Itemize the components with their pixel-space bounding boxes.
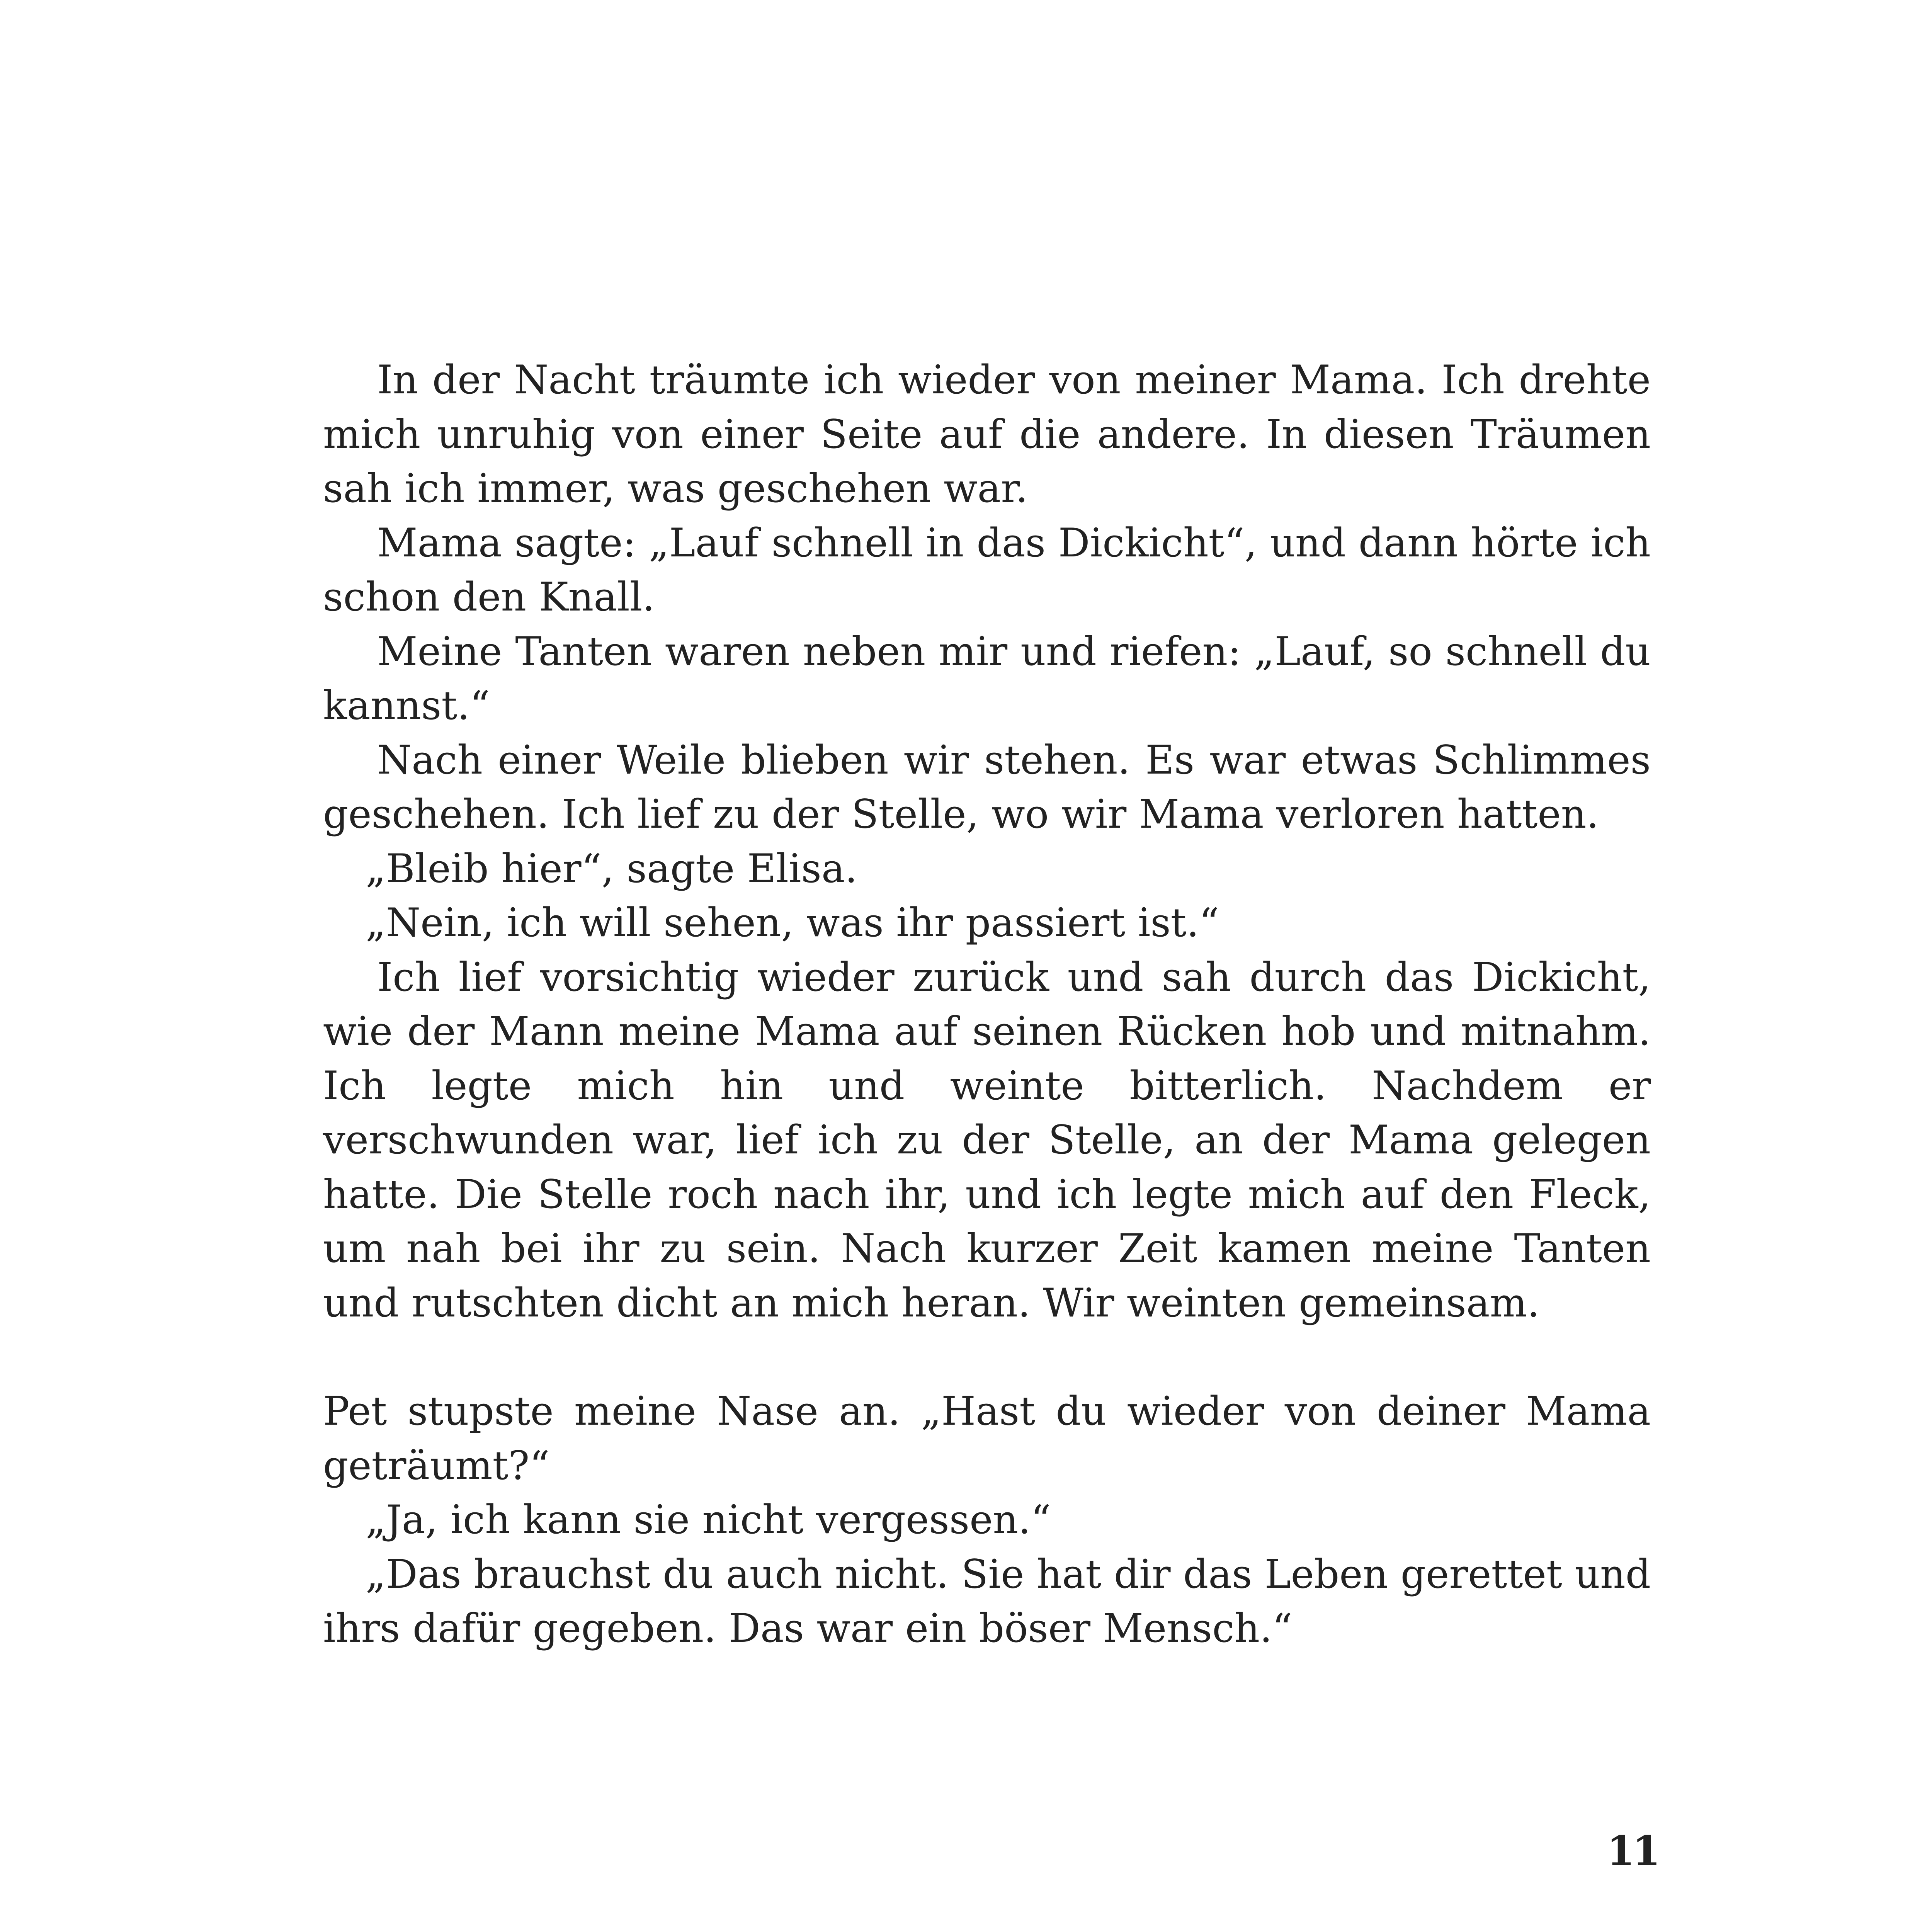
paragraph: „Nein, ich will sehen, was ihr passiert ist.“ — [366, 900, 1219, 946]
paragraph: Nach einer Weile blieben wir stehen. Es war etwas Schlimmes geschehen. Ich lief zu der Stelle, wo wir Mama verloren hatten. — [323, 737, 1651, 837]
paragraph: Pet stupste meine Nase an. „Hast du wieder von deiner Mama geträumt?“ — [323, 1388, 1651, 1489]
paragraph: „Bleib hier“, sagte Elisa. — [366, 845, 858, 892]
paragraph: In der Nacht träumte ich wieder von meiner Mama. Ich drehte mich unruhig von einer Seite auf die andere. In diesen Träumen sah ich immer, was geschehen war. — [323, 357, 1651, 512]
paragraph: „Das brauchst du auch nicht. Sie hat dir das Leben gerettet und ihrs dafür gegeben. Das war ein böser Mensch.“ — [323, 1551, 1651, 1651]
paragraph: Meine Tanten waren neben mir und riefen: „Lauf, so schnell du kannst.“ — [323, 628, 1651, 729]
body-text — [323, 353, 1651, 1656]
paragraph: Ich lief vorsichtig wieder zurück und sah durch das Dickicht, wie der Mann meine Mama auf seinen Rücken hob und mitnahm. Ich legte mich hin und weinte bitterlich. Nachdem er verschwunden war, lief ich zu der Stelle, an der Mama gelegen hatte. Die Stelle roch nach ihr, und ich legte mich auf den Fleck, um nah bei ihr zu sein. Nach kurzer Zeit kamen meine Tanten und rutschten dicht an mich heran. Wir weinten gemeinsam. — [323, 954, 1651, 1326]
paragraph: Mama sagte: „Lauf schnell in das Dickicht“, und dann hörte ich schon den Knall. — [323, 520, 1651, 620]
page-number: 11 — [1607, 1827, 1658, 1874]
section-break — [323, 1330, 1651, 1384]
paragraph: „Ja, ich kann sie nicht vergessen.“ — [366, 1497, 1051, 1543]
